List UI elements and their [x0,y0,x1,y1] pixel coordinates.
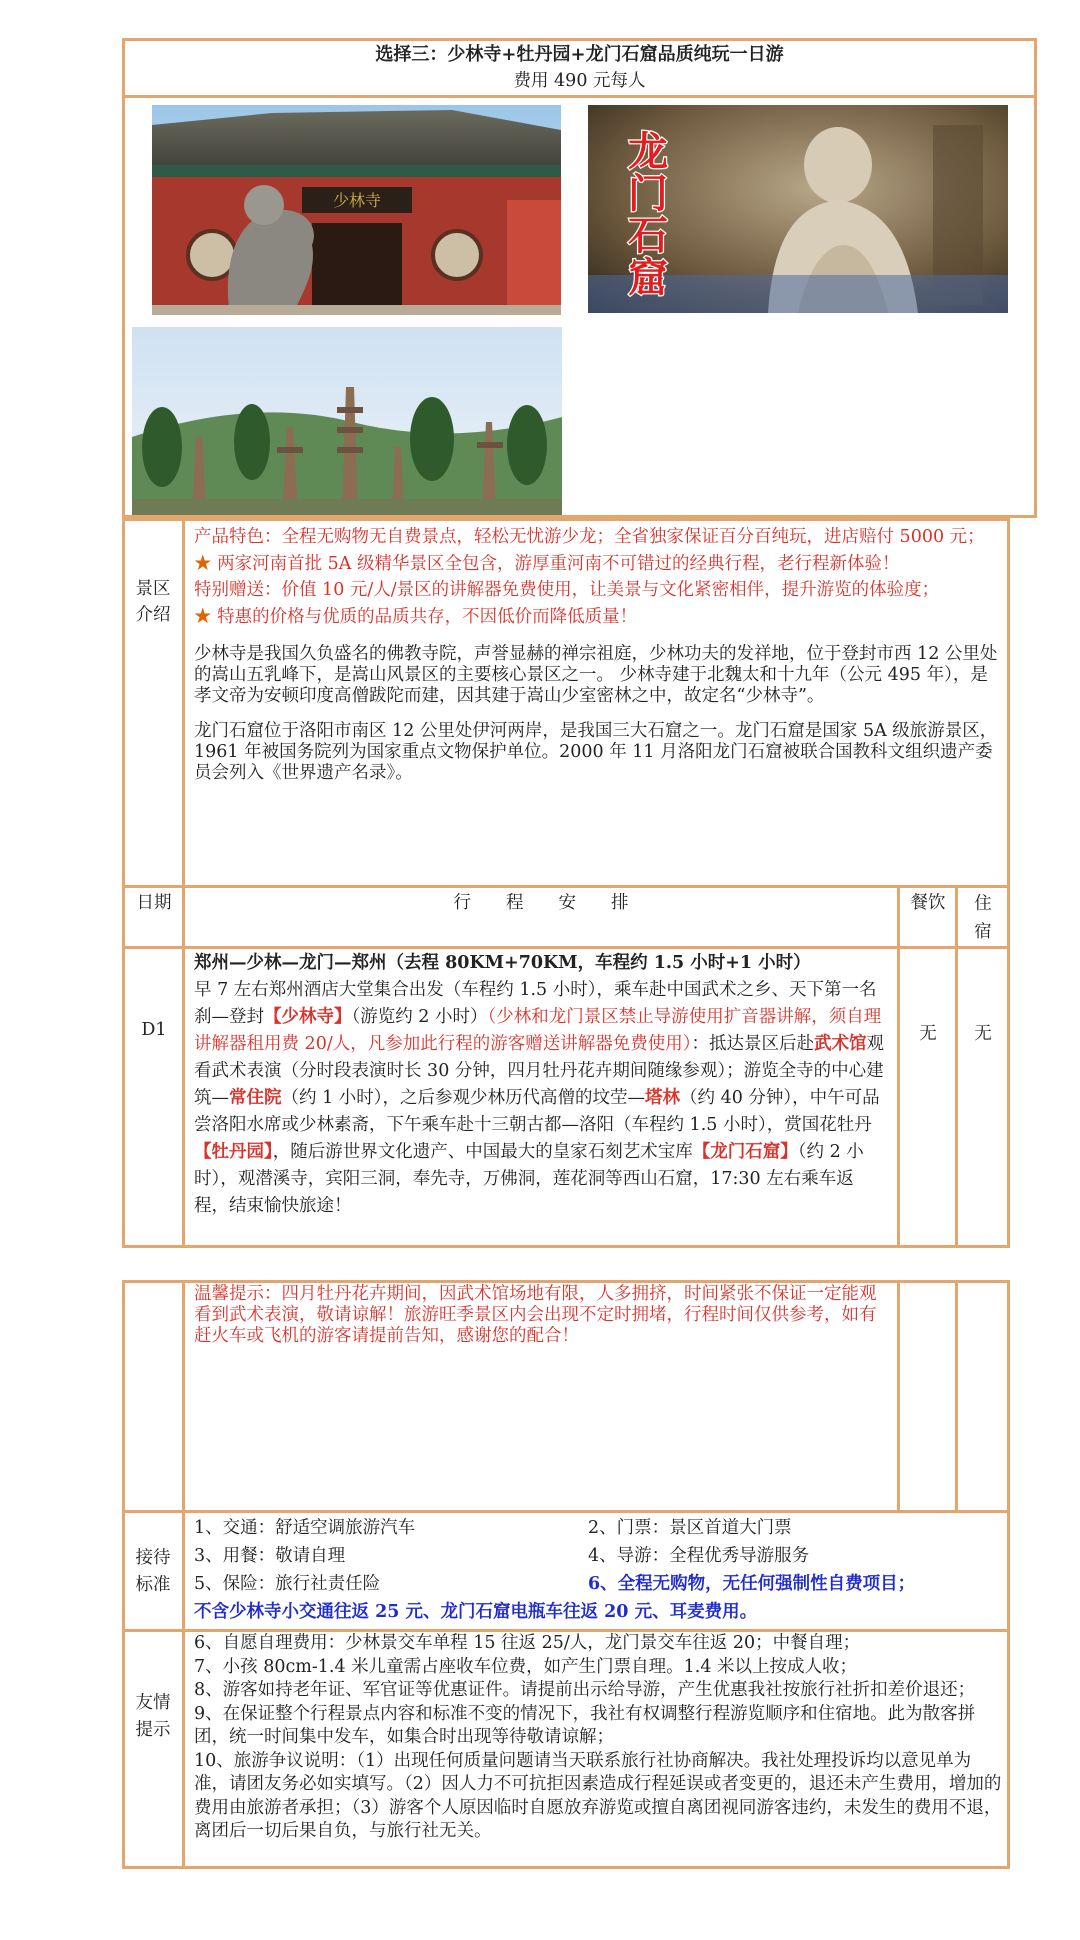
star-icon: ★ [194,606,212,627]
standard-item-6: 6、全程无购物，无任何强制性自费项目； [588,1574,916,1594]
page-title: 选择三：少林寺+牡丹园+龙门石窟品质纯玩一日游 [375,44,784,65]
standard-item-5: 5、保险：旅行社责任险 [194,1574,381,1594]
itinerary-part: ：抵达景区后赴 [691,1034,814,1054]
notes-label: 友情提示 [135,1693,171,1740]
intro-content [194,524,1000,784]
warm-tip: 温馨提示：四月牡丹花卉期间，因武术馆场地有限，人多拥挤，时间紧张不保证一定能观看到武术表演，敬请谅解！旅游旺季景区内会出现不定时拥堵，行程时间仅供参考，如有赶火车或飞机的游客请提前告知，感谢您的配合！ [194,1284,877,1346]
standard-item-4: 4、导游：全程优秀导游服务 [588,1546,810,1566]
day1-lodging: 无 [974,1024,992,1044]
martial-hall-highlight: 武术馆 [813,1034,867,1054]
longmen-highlight: 【龙门石窟】 [692,1142,798,1162]
date-header: 日期 [136,893,172,913]
notes-divider [182,1629,185,1869]
itinerary-text [194,977,888,1220]
longmen-grottoes-photo [588,105,1008,313]
tip-divider-1 [182,1280,185,1513]
exclusions: 不含少林寺小交通往返 25 元、龙门石窟电瓶车往返 20 元、耳麦费用。 [194,1602,758,1622]
meal-header: 餐饮 [910,893,946,913]
longmen-intro: 龙门石窟位于洛阳市南区 12 公里处伊河两岸，是我国三大石窟之一。龙门石窟是国家 5A 级旅游景区，1961 年被国务院列为国家重点文物保护单位。2000 年 11 月洛阳龙门石窟被联合国教科文组织遗产委员会列入《世界遗产名录》。 [194,721,998,783]
note-10: 10、旅游争议说明：（1）出现任何质量问题请当天联系旅行社协商解决。我社处理投诉均以意见单为准，请团友务必如实填写。（2）因人力不可抗拒因素造成行程延误或者变更的，退还未产生费用，增加的费用由旅游者承担；（3）游客个人原因临时自愿放弃游览或擅自离团视同游客违约，未发生的费用不退，离团后一切后果自负，与旅行社无关。 [194,1750,1002,1841]
note-6: 6、自愿自理费用：少林景交车单程 15 往返 25/人，龙门景交车往返 20；中餐自理； [194,1633,861,1653]
note-8: 8、游客如持老年证、军官证等优惠证件。请提前出示给导游，产生优惠我社按旅行社折扣差价退还； [194,1680,976,1700]
grottoes-char-2: 门 [628,170,668,217]
shaolin-highlight: 【少林寺】 [264,1007,352,1027]
standard-item-2: 2、门票：景区首道大门票 [588,1518,792,1538]
lodging-header: 住宿 [974,894,992,942]
temple-plaque-text: 少林寺 [332,191,382,210]
star-icon: ★ [194,553,212,574]
intro-label: 景区介绍 [135,579,171,625]
standard-item-3: 3、用餐：敬请自理 [194,1546,346,1566]
gift-line: 特别赠送：价值 10 元/人/景区的讲解器免费使用，让美景与文化紧密相伴，提升游览的体验度； [194,580,940,600]
title-divider [122,95,1037,98]
pagoda-forest-highlight: 塔林 [645,1088,681,1108]
itinerary-header: 行 程 安 排 [453,893,629,913]
notes-content [194,1632,1002,1844]
shaolin-intro: 少林寺是我国久负盛名的佛教寺院，声誉显赫的禅宗祖庭，少林功夫的发祥地，位于登封市西 12 公里处的嵩山五乳峰下，是嵩山风景区的主要核心景区之一。 少林寺建于北魏太和十九年（公元 495 年），是孝文帝为安顿印度高僧跋陀而建，因其建于嵩山少室密林之中，故定名“少林寺”。 [194,644,998,706]
itinerary-part: ，随后游世界文化遗产、中国最大的皇家石刻艺术宝库 [272,1142,693,1162]
grottoes-char-1: 龙 [628,128,668,175]
peony-garden-highlight: 【牡丹园】 [194,1142,273,1162]
tip-divider-3 [955,1280,958,1513]
guide-notice: （少林和龙门景区禁止导游使用扩音器讲解，须自理讲解器租用费 20/人，凡参加此行程的游客赠送讲解器免费使用） [194,1007,882,1054]
shaolin-temple-photo [152,105,561,315]
itinerary-part: （约 2 小时），观潜溪寺，宾阳三洞，奉先寺，万佛洞，莲花洞等西山石窟，17:30 左右乘车返程，结束愉快旅途！ [194,1142,864,1216]
day-label: D1 [141,1020,167,1040]
note-7: 7、小孩 80cm-1.4 米儿童需占座收车位费，如产生门票自理。1.4 米以上按成人收； [194,1656,858,1677]
itinerary-part: 观看武术表演（分时段表演时长 30 分钟，四月牡丹花卉期间随缘参观）；游览全寺的中心建筑— [194,1034,884,1108]
pagoda-forest-photo [132,327,562,515]
standard-label: 接待标准 [135,1548,171,1595]
standard-divider [182,1510,185,1632]
intro-divider [182,518,185,888]
standard-item-1: 1、交通：舒适空调旅游汽车 [194,1518,416,1538]
grottoes-char-4: 窟 [628,254,668,301]
changzhu-highlight: 常住院 [229,1088,282,1108]
itinerary-part: 早 7 左右郑州酒店大堂集合出发（车程约 1.5 小时），乘车赴中国武术之乡、天下第一名刹—登封 [194,980,877,1027]
star-line-2: 特惠的价格与优质的品质共存，不因低价而降低质量！ [217,606,638,627]
itinerary-part: （约 40 分钟），中午可品尝洛阳水席或少林素斋，下午乘车赴十三朝古都—洛阳（车程约 1.5 小时），赏国花牡丹 [194,1088,880,1135]
note-9: 9、在保证整个行程景点内容和标准不变的情况下，我社有权调整行程游览顺序和住宿地。此为散客拼团，统一时间集中发车，如集合时出现等待敬请谅解； [194,1703,976,1747]
day1-meal: 无 [919,1024,937,1044]
itinerary-part: （约 1 小时），之后参观少林历代高僧的坟茔— [281,1088,646,1108]
tip-divider-2 [897,1280,900,1513]
grottoes-char-3: 石 [628,212,668,259]
day1-itinerary [194,950,888,1220]
route-line: 郑州—少林—龙门—郑州（去程 80KM+70KM，车程约 1.5 小时+1 小时） [194,953,811,973]
star-line-1: 两家河南首批 5A 级精华景区全包含，游厚重河南不可错过的经典行程，老行程新体验！ [217,553,900,574]
price-line: 费用 490 元每人 [513,71,646,91]
itinerary-part: （游览约 2 小时） [351,1007,488,1027]
product-feature: 产品特色：全程无购物无自费景点，轻松无忧游少龙；全省独家保证百分百纯玩，进店赔付 5000 元； [194,527,985,547]
